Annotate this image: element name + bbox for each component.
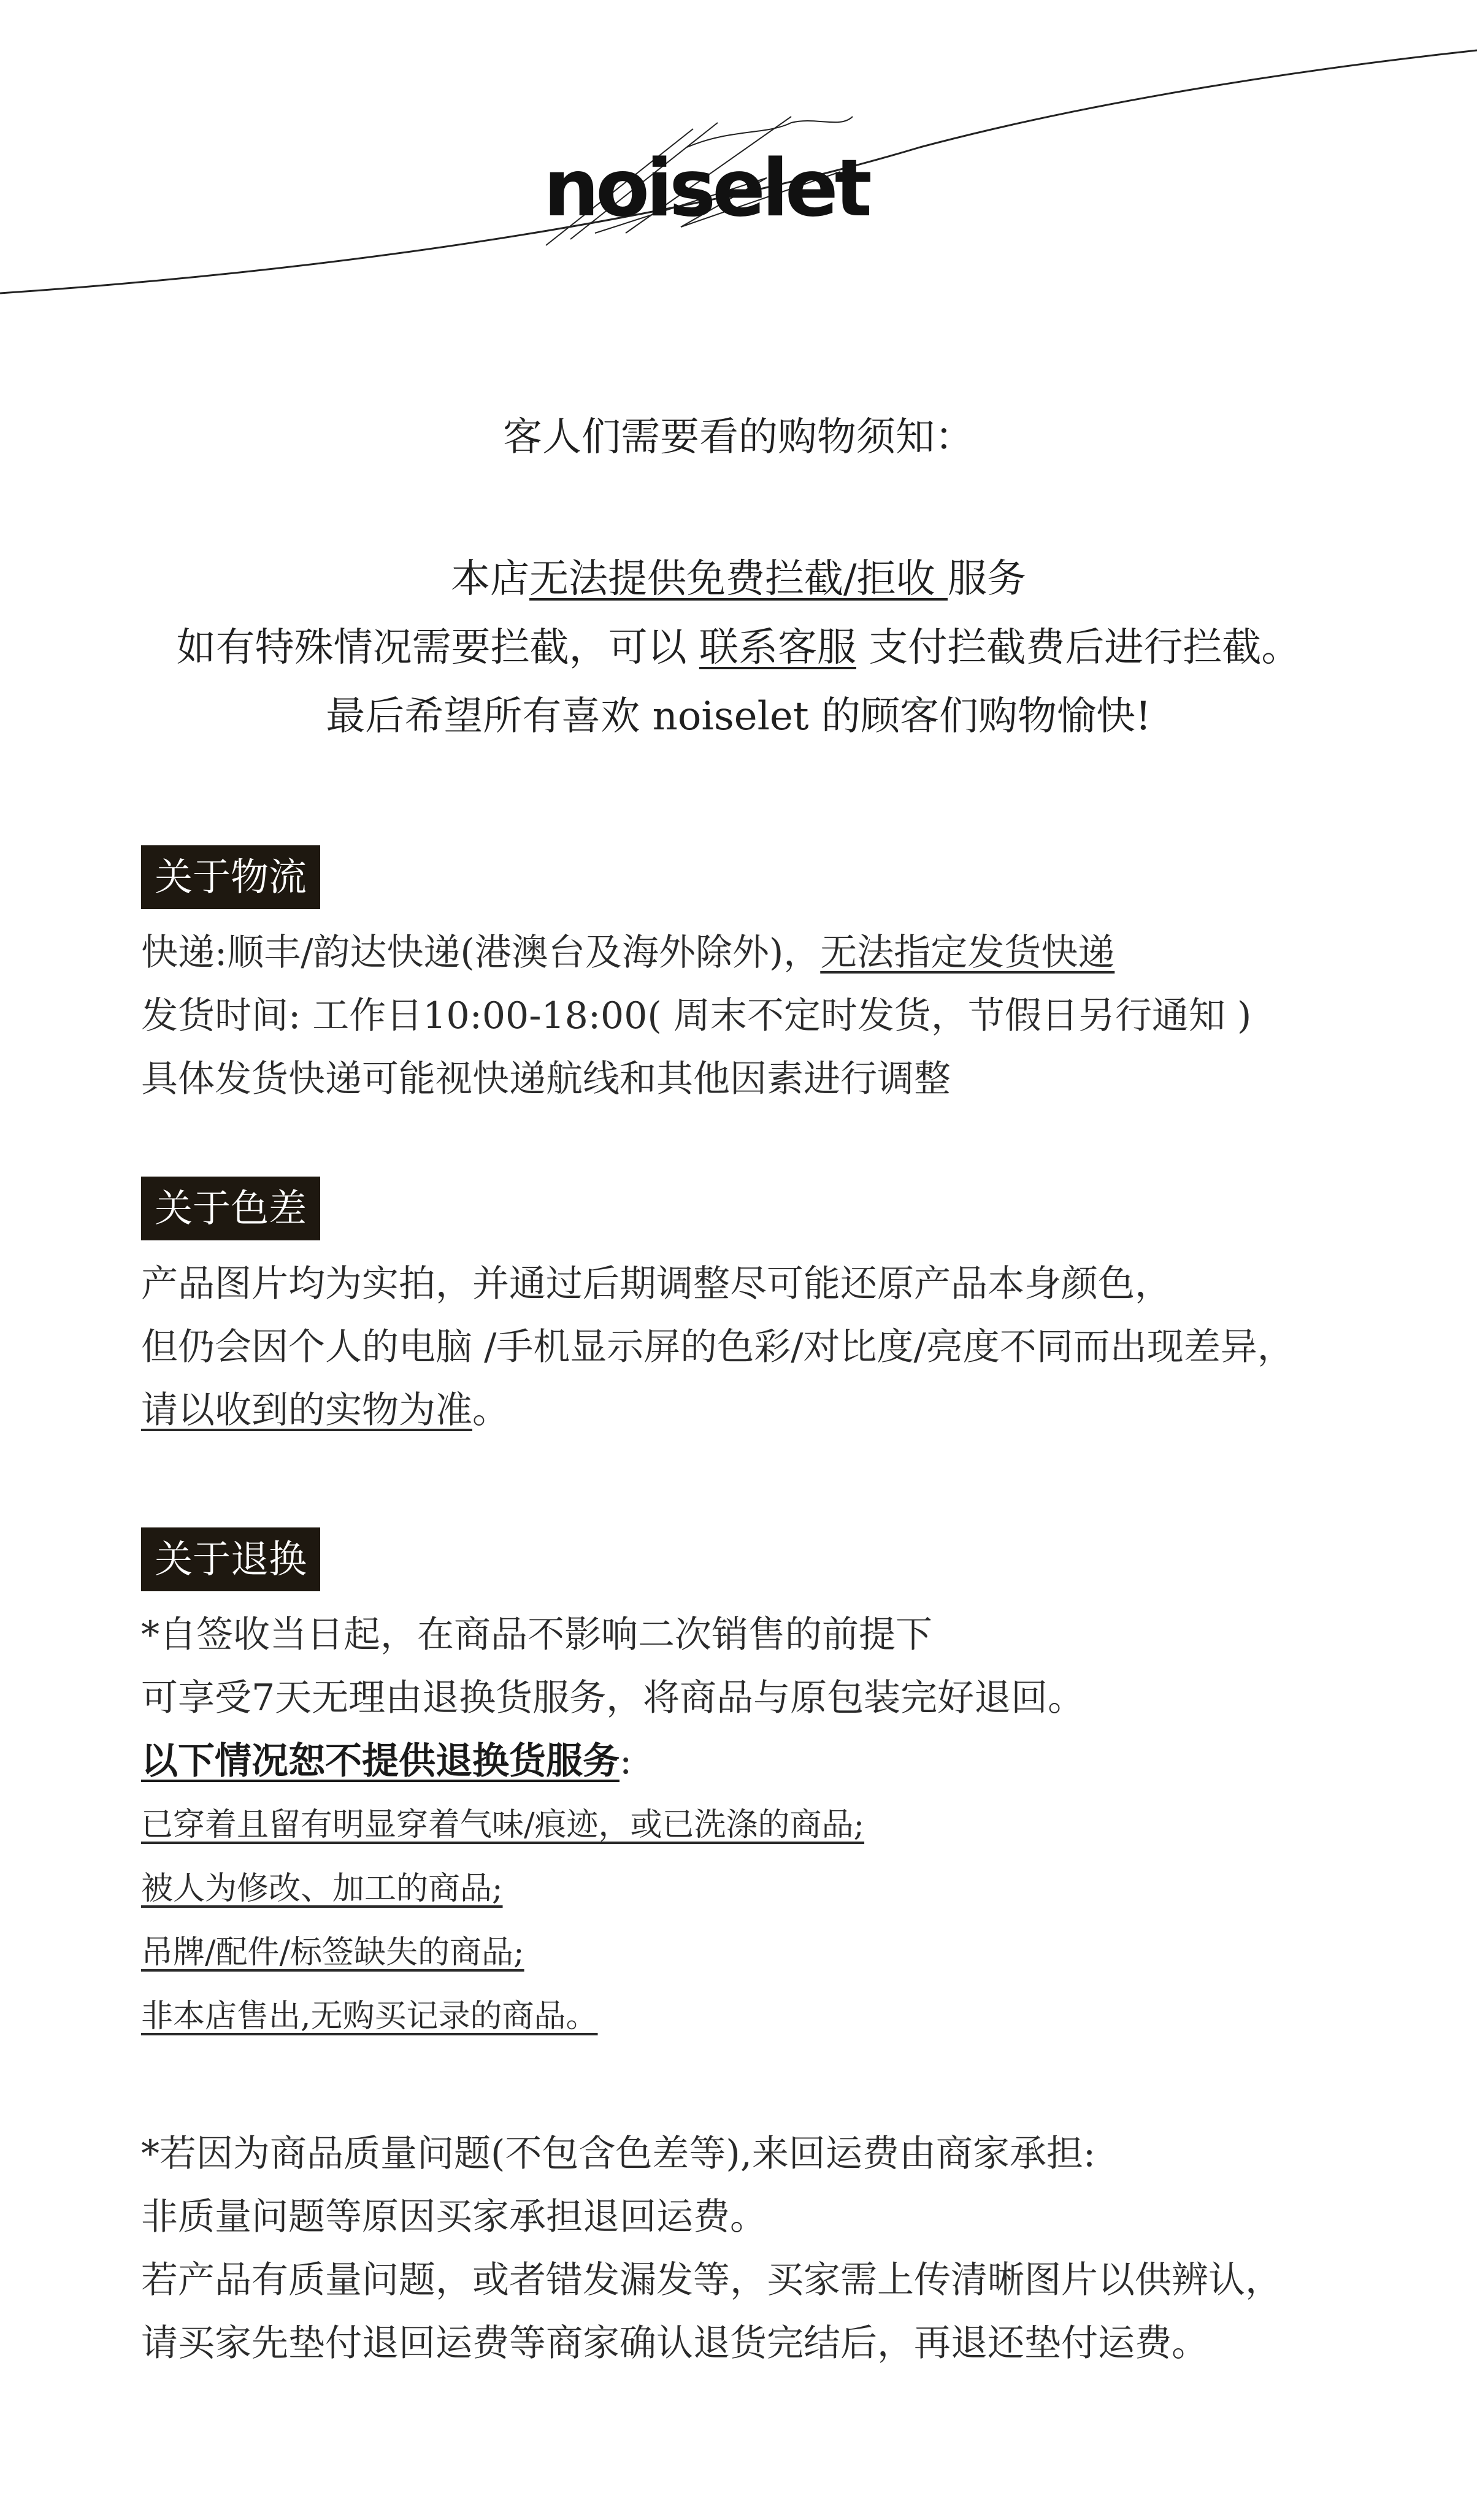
actual-item-prevails-note: 请以收到的实物为准	[141, 1389, 472, 1432]
returns-line-3-suffix: :	[620, 1740, 632, 1783]
color-difference-heading: 关于色差	[141, 1177, 320, 1240]
color-difference-section	[141, 1177, 1368, 1442]
color-line-3	[141, 1379, 1368, 1442]
quality-line-4: 请买家先垫付退回运费等商家确认退货完结后，再退还垫付运费。	[141, 2322, 1208, 2365]
logistics-line-1-prefix: 快递:顺丰/韵达快递(港澳台及海外除外)，	[141, 931, 821, 974]
intro-line-2-suffix: 支付拦截费后进行拦截。	[856, 625, 1301, 670]
quality-line-2: 非质量问题等原因买家承担退回运费。	[141, 2195, 767, 2238]
logistics-line-2: 发货时间: 工作日10:00-18:00( 周末不定时发货，节假日另行通知 )	[141, 994, 1252, 1037]
quality-section	[141, 2110, 1368, 2375]
returns-line-1: *自签收当日起，在商品不影响二次销售的前提下	[141, 1613, 932, 1656]
intro-line-1	[0, 545, 1477, 613]
exclusion-item: 非本店售出,无购买记录的商品。	[141, 1998, 598, 2035]
returns-line-3	[141, 1730, 1368, 1793]
returns-line-2: 可享受7天无理由退换货服务，将商品与原包装完好退回。	[141, 1677, 1085, 1719]
returns-heading: 关于退换	[141, 1527, 320, 1591]
contact-service-link[interactable]: 联系客服	[699, 625, 856, 670]
intro-line-1-prefix: 本店	[451, 556, 530, 602]
notice-intro	[0, 545, 1477, 751]
no-courier-choice-note: 无法指定发货快递	[820, 931, 1115, 974]
color-line-1: 产品图片均为实拍，并通过后期调整尽可能还原产品本身颜色，	[141, 1262, 1172, 1305]
quality-line-1: *若因为商品质量问题(不包含色差等),来回运费由商家承担:	[141, 2132, 1096, 2175]
exclusion-item: 被人为修改、加工的商品;	[141, 1870, 503, 1907]
logistics-section	[141, 845, 1368, 1111]
logistics-heading: 关于物流	[141, 845, 320, 909]
intro-line-2-prefix: 如有特殊情况需要拦截，可以	[176, 625, 699, 670]
notice-title: 客人们需要看的购物须知：	[503, 415, 974, 460]
intro-line-2	[0, 613, 1477, 682]
exclusion-item: 吊牌/配件/标签缺失的商品;	[141, 1934, 524, 1971]
intro-line-3: 最后希望所有喜欢 noiselet 的顾客们购物愉快!	[326, 694, 1151, 739]
color-line-2: 但仍会因个人的电脑 /手机显示屏的色彩/对比度/亮度不同而出现差异，	[141, 1326, 1294, 1369]
returns-section	[141, 1527, 1368, 2048]
no-return-conditions-title: 以下情况恕不提供退换货服务	[141, 1740, 620, 1783]
brand-logo: noiselet	[543, 143, 869, 234]
logistics-line-1	[141, 921, 1368, 985]
logistics-line-3: 具体发货快递可能视快递航线和其他因素进行调整	[141, 1058, 951, 1101]
intro-line-1-suffix: 服务	[947, 556, 1026, 602]
color-line-3-suffix: 。	[472, 1389, 509, 1432]
exclusion-item: 已穿着且留有明显穿着气味/痕迹，或已洗涤的商品;	[141, 1807, 865, 1843]
quality-line-3: 若产品有质量问题，或者错发漏发等，买家需上传清晰图片以供辨认，	[141, 2259, 1282, 2302]
no-intercept-notice: 无法提供免费拦截/拒收	[529, 556, 948, 602]
